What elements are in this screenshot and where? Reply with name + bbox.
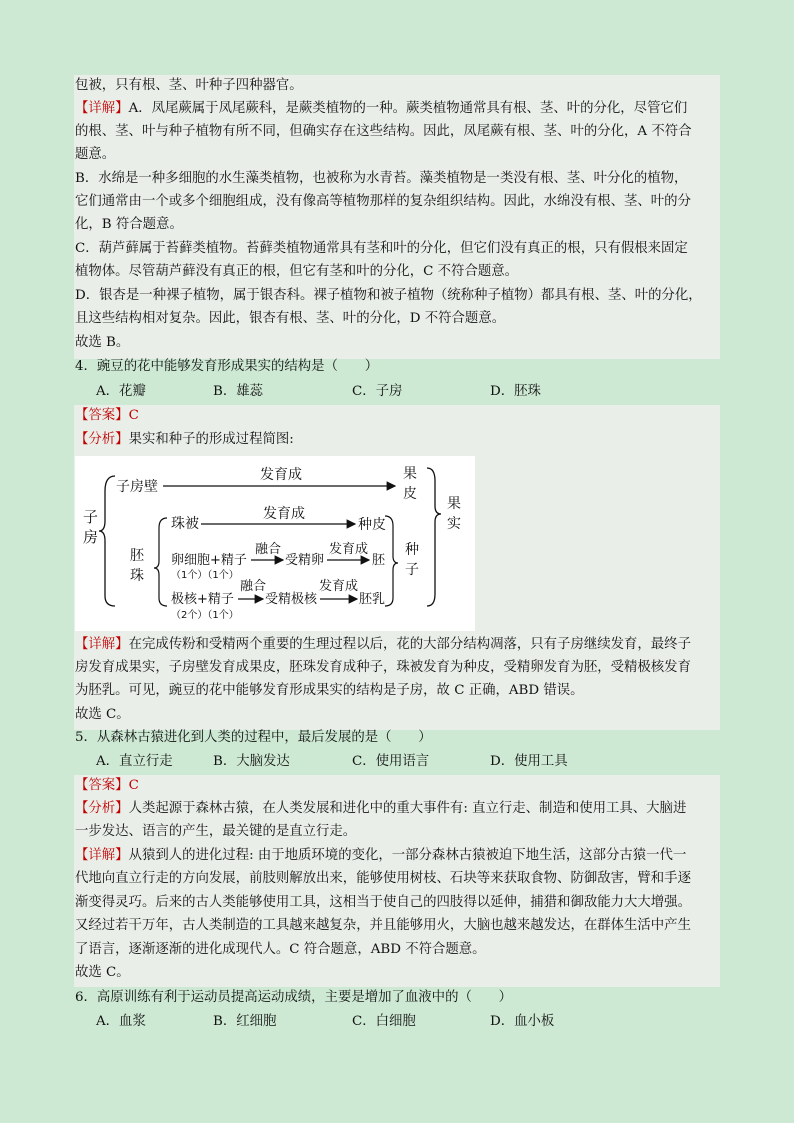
q6-option-c: C．白细胞 — [352, 1014, 416, 1029]
answer-line — [75, 777, 725, 795]
text-line: 房发育成果实，子房壁发育成果皮，胚珠发育成种子，珠被发育为种皮，受精卵发育为胚，受精极核发育 — [75, 660, 691, 675]
label-ovary-wall: 子房壁 — [116, 479, 158, 495]
text-line: 且这些结构相对复杂。因此，银杏有根、茎、叶的分化，D 不符合题意。 — [75, 311, 506, 326]
text-line — [75, 800, 725, 818]
label-seed-1: 种 — [405, 542, 419, 558]
q5-option-b: B．大脑发达 — [213, 754, 290, 769]
analysis-line — [75, 431, 725, 449]
q5-option-d: D．使用工具 — [490, 754, 568, 769]
text-line — [75, 847, 725, 865]
conclusion: 故选 C。 — [75, 965, 130, 980]
text-line: 为胚乳。可见，豌豆的花中能够发育形成果实的结构是子房，故 C 正确，ABD 错误。 — [75, 683, 584, 698]
q6-option-a: A．血浆 — [96, 1014, 146, 1029]
label-fuse-1: 融合 — [255, 542, 282, 557]
brace-fruit — [427, 468, 441, 606]
label-develop-3: 发育成 — [329, 542, 369, 557]
label-polar: 极核+精子 — [171, 592, 234, 607]
text-line: 又经过若干万年，古人类制造的工具越来越复杂，并且能够用火，大脑也越来越发达，在群体生活中产生 — [75, 918, 691, 933]
text-line: 它们通常由一个或多个细胞组成，没有像高等植物那样的复杂组织结构。因此，水绵没有根、茎、叶的分 — [75, 194, 691, 209]
detail-text: A．凤尾蕨属于凤尾蕨科，是蕨类植物的一种。蕨类植物通常具有根、茎、叶的分化，尽管它们 — [128, 101, 688, 116]
answer-value: C — [128, 408, 139, 423]
diagram-svg — [75, 456, 475, 631]
text-line: 了语言，逐渐逐渐的进化成现代人。C 符合题意，ABD 不符合题意。 — [75, 942, 486, 957]
text-line: 包被，只有根、茎、叶种子四种器官。 — [75, 78, 303, 93]
detail-tag: 【详解】 — [75, 637, 129, 652]
label-pericarp-1: 果 — [403, 466, 417, 482]
q4-option-a: A．花瓣 — [96, 384, 146, 399]
detail-text: 在完成传粉和受精两个重要的生理过程以后，花的大部分结构凋落，只有子房继续发育，最终子 — [128, 637, 691, 652]
text-line: 植物体。尽管葫芦藓没有真正的根，但它有茎和叶的分化，C 不符合题意。 — [75, 264, 518, 279]
brace-ovule — [154, 518, 167, 606]
brace-seed — [385, 516, 398, 606]
label-develop-4: 发育成 — [319, 579, 359, 594]
answer-line — [75, 407, 725, 425]
q6-option-b: B．红细胞 — [213, 1014, 277, 1029]
text-line — [75, 100, 725, 118]
q5-option-c: C．使用语言 — [352, 754, 430, 769]
question-5-stem: 5．从森林古猿进化到人类的过程中，最后发展的是（ ） — [75, 730, 432, 745]
label-seed-2: 子 — [405, 562, 419, 578]
label-egg: 卵细胞+精子 — [171, 553, 247, 568]
q4-option-d: D．胚珠 — [490, 384, 541, 399]
text-line: C．葫芦藓属于苔藓类植物。苔藓类植物通常具有茎和叶的分化，但它们没有真正的根，只有假根来固定 — [75, 241, 688, 256]
label-polar-count: （2个）（1个） — [171, 610, 239, 621]
label-egg-count: （1个）（1个） — [171, 570, 239, 581]
text-line: 题意。 — [75, 147, 116, 162]
fruit-seed-formation-diagram — [75, 456, 475, 631]
conclusion: 故选 B。 — [75, 335, 130, 350]
q5-option-a: A．直立行走 — [96, 754, 173, 769]
text-line — [75, 636, 725, 654]
label-embryo: 胚 — [372, 553, 386, 568]
label-fuse-2: 融合 — [240, 579, 267, 594]
label-endosperm: 胚乳 — [359, 592, 386, 607]
text-line: 一步发达、语言的产生，最关键的是直立行走。 — [75, 824, 357, 839]
analysis-tag: 【分析】 — [75, 801, 129, 816]
text-line: 代地向直立行走的方向发展，前肢则解放出来，能够使用树枝、石块等来获取食物、防御敌害，臂和手逐 — [75, 871, 691, 886]
text-line: B．水绵是一种多细胞的水生藻类植物，也被称为水青苔。藻类植物是一类没有根、茎、叶分化的植物， — [75, 171, 688, 186]
answer-value: C — [128, 778, 139, 793]
label-ovary-2: 房 — [83, 528, 99, 546]
label-seed-coat: 种皮 — [358, 517, 386, 533]
text-line: 化，B 符合题意。 — [75, 217, 183, 232]
q6-option-d: D．血小板 — [490, 1014, 555, 1029]
label-integument: 珠被 — [171, 516, 199, 532]
label-fruit-2: 实 — [447, 516, 461, 532]
label-pericarp-2: 皮 — [403, 486, 417, 502]
analysis-text: 果实和种子的形成过程简图: — [128, 432, 294, 447]
label-develop-1: 发育成 — [260, 467, 302, 483]
brace-ovary — [99, 476, 115, 606]
label-ovule-1: 胚 — [130, 548, 144, 564]
label-develop-2: 发育成 — [263, 506, 305, 522]
answer-tag: 【答案】 — [75, 408, 129, 423]
detail-tag: 【详解】 — [75, 101, 129, 116]
text-line: 的根、茎、叶与种子植物有所不同，但确实存在这些结构。因此，凤尾蕨有根、茎、叶的分化，A 不符合 — [75, 124, 692, 139]
label-zygote: 受精卵 — [285, 553, 325, 568]
analysis-tag: 【分析】 — [75, 432, 129, 447]
text-line: D．银杏是一种裸子植物，属于银杏科。裸子植物和被子植物（统称种子植物）都具有根、茎、叶的分化， — [75, 288, 702, 303]
conclusion: 故选 C。 — [75, 707, 130, 722]
question-6-stem: 6．高原训练有利于运动员提高运动成绩，主要是增加了血液中的（ ） — [75, 990, 513, 1005]
label-fert-polar: 受精极核 — [265, 592, 318, 607]
q4-option-c: C．子房 — [352, 384, 403, 399]
detail-tag: 【详解】 — [75, 848, 129, 863]
label-fruit-1: 果 — [447, 496, 461, 512]
analysis-text: 人类起源于森林古猿，在人类发展和进化中的重大事件有: 直立行走、制造和使用工具、大脑进 — [128, 801, 687, 816]
text-line: 渐变得灵巧。后来的古人类能够使用工具，这相当于使自己的四肢得以延伸，捕猎和御敌能力大大增强。 — [75, 895, 691, 910]
answer-tag: 【答案】 — [75, 778, 129, 793]
detail-text: 从猿到人的进化过程: 由于地质环境的变化，一部分森林古猿被迫下地生活，这部分古猿一代一 — [128, 848, 687, 863]
q4-option-b: B．雄蕊 — [213, 384, 264, 399]
question-4-stem: 4．豌豆的花中能够发育形成果实的结构是（ ） — [75, 359, 379, 374]
label-ovary-1: 子 — [83, 508, 99, 526]
label-ovule-2: 珠 — [130, 568, 144, 584]
